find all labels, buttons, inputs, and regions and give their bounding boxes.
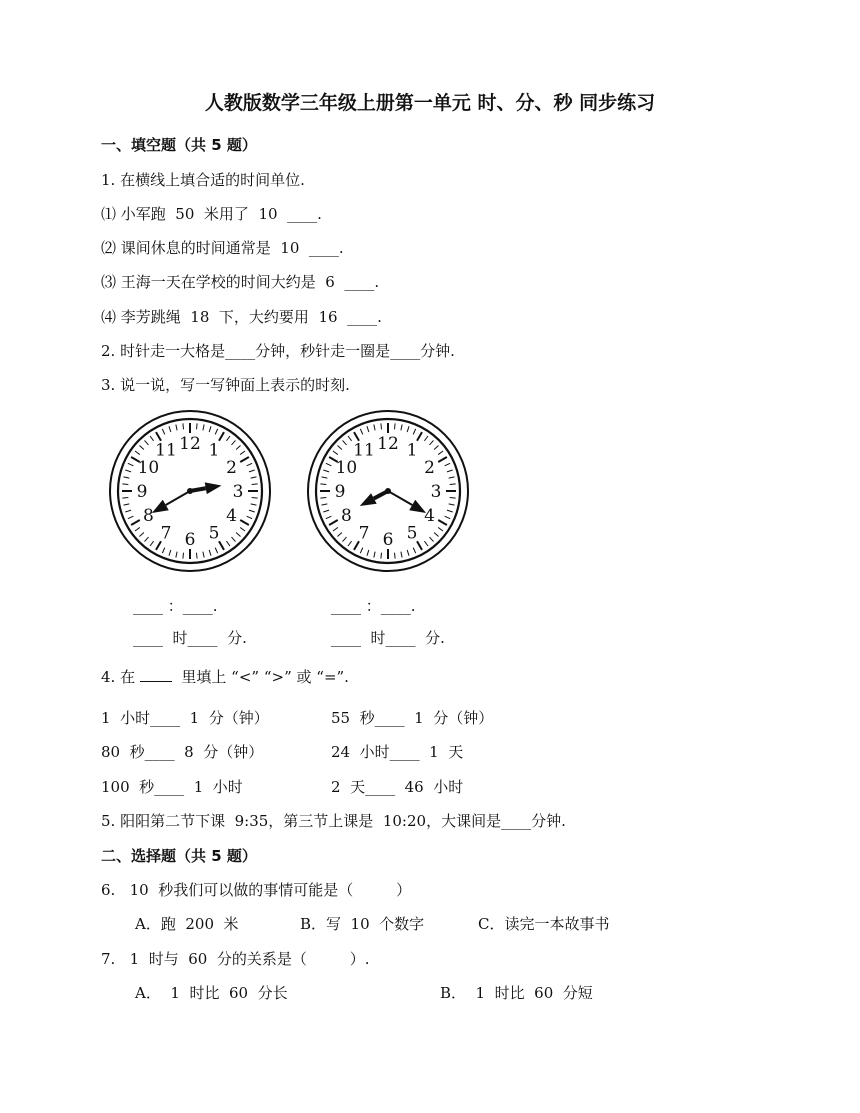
clock-tick: [394, 553, 395, 559]
clock-numeral: 12: [377, 434, 399, 454]
q7-option-a: A． 1 时比 60 分长: [135, 984, 288, 1002]
clock-tick: [320, 497, 326, 498]
clock-numeral: 12: [179, 434, 201, 454]
q1-stem: 1. 在横线上填合适的时间单位.: [101, 171, 305, 189]
clock-tick: [252, 484, 258, 485]
clock-numeral: 10: [335, 458, 358, 478]
section-heading-fill-blank: 一、填空题（共 5 题）: [101, 136, 257, 154]
clock-numeral: 6: [382, 530, 394, 550]
clock-numeral: 8: [341, 506, 352, 526]
q3-answer-left-row2: ____ 时____ 分.: [133, 629, 247, 647]
q1-item-4: ⑷ 李芳跳绳 18 下，大约要用 16 ____.: [101, 308, 382, 326]
q4-row-2-right: 24 小时____ 1 天: [331, 743, 464, 761]
q6-option-c: C．读完一本故事书: [478, 915, 610, 933]
q7-stem: 7. 1 时与 60 分的关系是（ ）.: [101, 950, 370, 968]
page-title: 人教版数学三年级上册第一单元 时、分、秒 同步练习: [204, 92, 656, 114]
q6-stem: 6. 10 秒我们可以做的事情可能是（ ）: [101, 881, 412, 899]
q4-row-3-left: 100 秒____ 1 小时: [101, 778, 243, 796]
q4-stem: [101, 666, 349, 687]
clock-tick: [381, 553, 382, 559]
q1-item-2: ⑵ 课间休息的时间通常是 10 ____.: [101, 239, 344, 257]
clock-numeral: 9: [136, 482, 148, 502]
clock-tick: [196, 423, 197, 429]
clock-numeral: 8: [143, 506, 154, 526]
q3-stem: 3. 说一说，写一写钟面上表示的时刻.: [101, 376, 350, 394]
clock-tick: [394, 423, 395, 429]
q4-row-3-right: 2 天____ 46 小时: [331, 778, 464, 796]
clock-tick: [450, 497, 456, 498]
clock-center: [385, 488, 391, 494]
q3-answer-right-row1: ____ ：____.: [331, 597, 416, 615]
clock-center: [187, 488, 193, 494]
clock-tick: [122, 497, 128, 498]
clock-numeral: 11: [155, 440, 177, 461]
clock-tick: [381, 423, 382, 429]
q4-row-1-left: 1 小时____ 1 分（钟）: [101, 709, 269, 727]
clock-numeral: 3: [430, 482, 442, 502]
clock-numeral: 9: [334, 482, 346, 502]
clock-numeral: 2: [226, 458, 237, 478]
clock-numeral: 1: [208, 440, 220, 461]
clock-numeral: 11: [353, 440, 375, 461]
clock-tick: [450, 484, 456, 485]
q5-text: 5. 阳阳第二节下课 9:35，第三节上课是 10:20，大课间是____分钟.: [101, 812, 566, 830]
clock-numeral: 3: [232, 482, 244, 502]
clock-numeral: 7: [160, 523, 172, 544]
clock-numeral: 7: [358, 523, 370, 544]
clock-tick: [183, 553, 184, 559]
clock-numeral: 1: [406, 440, 418, 461]
q4-stem-after: 里填上 “<” “>” 或 “=”.: [171, 668, 349, 686]
clock-numeral: 4: [424, 506, 435, 526]
q4-blank-sample: [140, 667, 172, 682]
clock-tick: [183, 423, 184, 429]
clock-numeral: 10: [137, 458, 160, 478]
q2-text: 2. 时针走一大格是____分钟，秒针走一圈是____分钟.: [101, 342, 455, 360]
clock-numeral: 6: [184, 530, 196, 550]
q6-option-b: B．写 10 个数字: [300, 915, 425, 933]
section-heading-choice: 二、选择题（共 5 题）: [101, 847, 257, 865]
q7-option-b: B． 1 时比 60 分短: [440, 984, 593, 1002]
q4-stem-before: 4. 在: [101, 668, 140, 686]
clock-tick: [122, 484, 128, 485]
clock-face-left: [107, 408, 273, 574]
q3-answer-right-row2: ____ 时____ 分.: [331, 629, 445, 647]
clock-tick: [196, 553, 197, 559]
q1-item-1: ⑴ 小军跑 50 米用了 10 ____.: [101, 205, 322, 223]
q4-row-1-right: 55 秒____ 1 分（钟）: [331, 709, 494, 727]
clock-face-right: [305, 408, 471, 574]
clock-numeral: 2: [424, 458, 435, 478]
clock-tick: [320, 484, 326, 485]
clock-numeral: 4: [226, 506, 237, 526]
q4-row-2-left: 80 秒____ 8 分（钟）: [101, 743, 264, 761]
clock-tick: [252, 497, 258, 498]
q6-option-a: A．跑 200 米: [135, 915, 239, 933]
clock-numeral: 5: [406, 523, 418, 544]
q1-item-3: ⑶ 王海一天在学校的时间大约是 6 ____.: [101, 273, 380, 291]
clock-numeral: 5: [208, 523, 220, 544]
q3-answer-left-row1: ____ ：____.: [133, 597, 218, 615]
